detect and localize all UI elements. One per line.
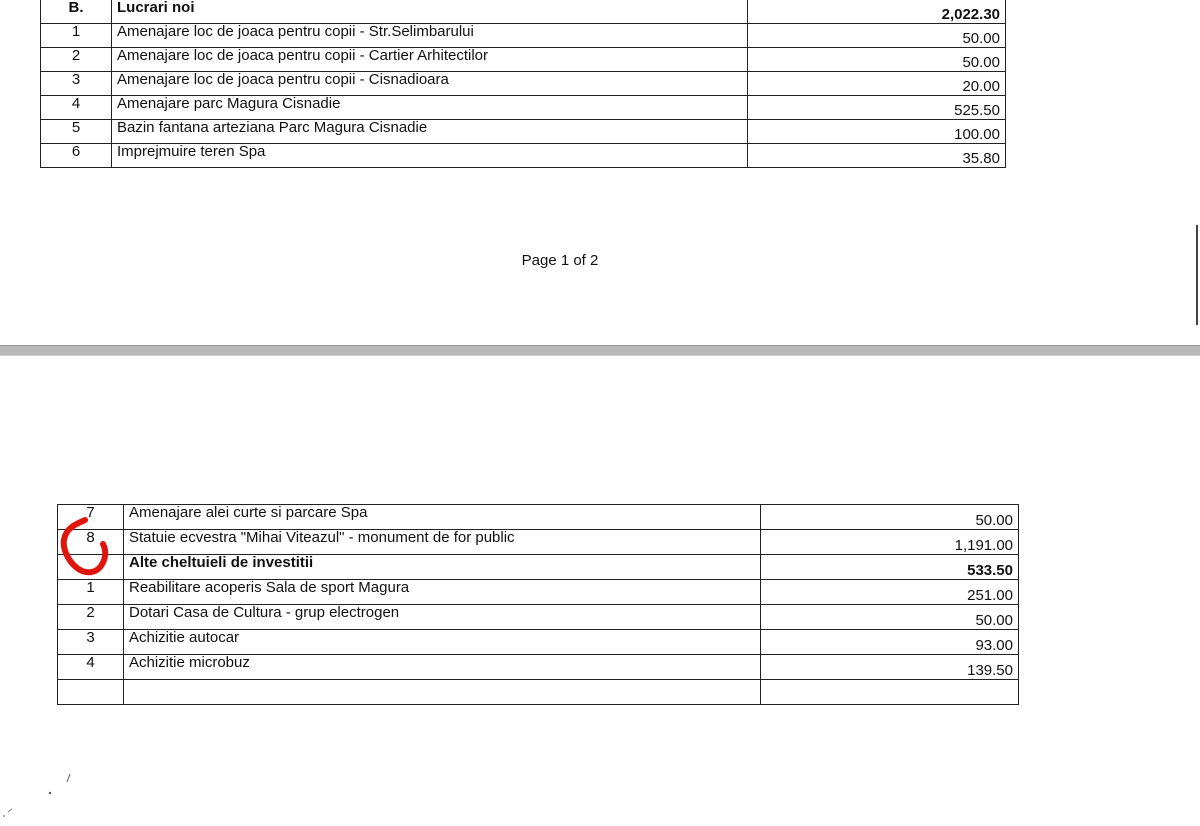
scan-specks — [0, 756, 90, 826]
table-row — [41, 48, 1006, 72]
row-number: 2 — [58, 605, 124, 630]
row-number: 1 — [58, 580, 124, 605]
row-value: 50.00 — [761, 505, 1019, 530]
row-value: 93.00 — [761, 630, 1019, 655]
document-page-2 — [0, 356, 1200, 695]
row-number: 7 — [58, 505, 124, 530]
row-number: 3 — [41, 72, 112, 96]
section-title: Alte cheltuieli de investitii — [124, 555, 761, 580]
section-number: B. — [41, 0, 112, 24]
section-total: 2,022.30 — [748, 0, 1006, 24]
table-row — [58, 605, 1019, 630]
row-value: 100.00 — [748, 120, 1006, 144]
row-number: 3 — [58, 630, 124, 655]
row-label: Amenajare parc Magura Cisnadie — [112, 96, 748, 120]
document-page-1 — [0, 0, 1200, 345]
row-value: 525.50 — [748, 96, 1006, 120]
section-total: 533.50 — [761, 555, 1019, 580]
row-value: 20.00 — [748, 72, 1006, 96]
row-value: 50.00 — [748, 24, 1006, 48]
row-label: Amenajare alei curte si parcare Spa — [124, 505, 761, 530]
table-row — [58, 680, 1019, 705]
row-value: 251.00 — [761, 580, 1019, 605]
page-separator — [0, 345, 1200, 356]
row-label: Achizitie autocar — [124, 630, 761, 655]
row-label — [124, 680, 761, 705]
table-row — [41, 120, 1006, 144]
row-label: Amenajare loc de joaca pentru copii - Str.Selimbarului — [112, 24, 748, 48]
page-footer: Page 1 of 2 — [521, 252, 599, 269]
section-title: Lucrari noi — [112, 0, 748, 24]
table-row — [58, 505, 1019, 530]
expenses-table-continued — [57, 504, 1019, 705]
row-number — [58, 680, 124, 705]
row-label: Reabilitare acoperis Sala de sport Magura — [124, 580, 761, 605]
table-row — [58, 630, 1019, 655]
row-number: 4 — [58, 655, 124, 680]
row-number: 4 — [41, 96, 112, 120]
row-number: 2 — [41, 48, 112, 72]
row-label: Amenajare loc de joaca pentru copii - Cisnadioara — [112, 72, 748, 96]
table-row — [58, 530, 1019, 555]
row-number: 1 — [41, 24, 112, 48]
row-label: Bazin fantana arteziana Parc Magura Cisnadie — [112, 120, 748, 144]
row-value — [761, 680, 1019, 705]
row-label: Dotari Casa de Cultura - grup electrogen — [124, 605, 761, 630]
table-row — [58, 580, 1019, 605]
row-label: Imprejmuire teren Spa — [112, 144, 748, 168]
row-number: 6 — [41, 144, 112, 168]
row-value: 35.80 — [748, 144, 1006, 168]
row-number: 8 — [58, 530, 124, 555]
table-row — [41, 72, 1006, 96]
row-value: 139.50 — [761, 655, 1019, 680]
table-row — [41, 96, 1006, 120]
row-value: 50.00 — [761, 605, 1019, 630]
table-header-row — [41, 0, 1006, 24]
row-label: Achizitie microbuz — [124, 655, 761, 680]
red-circle-annotation — [55, 516, 135, 580]
table-row — [58, 655, 1019, 680]
row-label: Statuie ecvestra "Mihai Viteazul" - monument de for public — [124, 530, 761, 555]
row-number: 5 — [41, 120, 112, 144]
row-value: 50.00 — [748, 48, 1006, 72]
table-row — [41, 144, 1006, 168]
row-value: 1,191.00 — [761, 530, 1019, 555]
row-label: Amenajare loc de joaca pentru copii - Cartier Arhitectilor — [112, 48, 748, 72]
table-row — [41, 24, 1006, 48]
section-header-row — [58, 555, 1019, 580]
expenses-table-section-b — [40, 0, 1006, 168]
scan-edge-line — [1196, 225, 1198, 325]
